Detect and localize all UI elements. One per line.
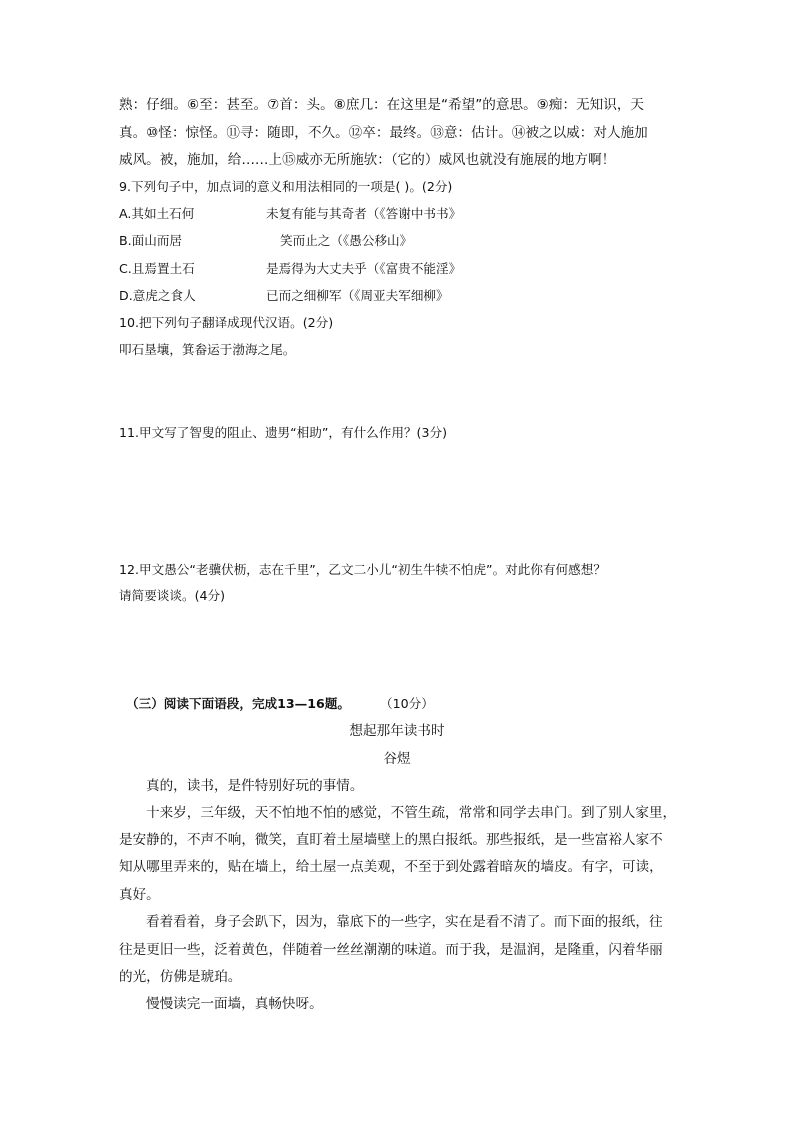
option-b-right: 笑而止之（《愚公移山》 (280, 233, 413, 248)
section-3-points: （10分） (380, 696, 434, 711)
question-9-stem: 9.下列句子中，加点词的意义和用法相同的一项是( )。(2分) (119, 179, 453, 194)
paragraph-3-line-3: 的光，仿佛是琥珀。 (119, 969, 242, 985)
paragraph-1: 真的，读书，是件特别好玩的事情。 (146, 778, 364, 794)
question-9-option-d (119, 287, 449, 305)
paragraph-2-line-2: 是安静的，不声不响，微笑，直盯着土屋墙壁上的黑白报纸。那些报纸，是一些富裕人家不 (119, 832, 663, 848)
article-title: 想起那年读书时 (349, 723, 445, 739)
article-author: 谷煜 (383, 751, 411, 767)
question-9-option-b (119, 232, 413, 250)
question-10-stem: 10.把下列句子翻译成现代汉语。(2分) (119, 315, 334, 330)
question-11-stem: 11.甲文写了智叟的阻止、遗男“相助”，有什么作用？(3分) (119, 425, 447, 440)
paragraph-2-line-3: 知从哪里弄来的，贴在墙上，给土屋一点美观，不至于到处露着暗灰的墙皮。有字，可读， (119, 859, 663, 875)
section-3-heading-text: （三）阅读下面语段，完成13—16题。 (126, 696, 350, 711)
question-12-line-1: 12.甲文愚公“老骥伏枥，志在千里”，乙文二小儿“初生牛犊不怕虎”。对此你有何感想？ (119, 562, 606, 577)
paragraph-2-line-1: 十来岁，三年级，天不怕地不怕的感觉，不管生疏，常常和同学去串门。到了别人家里， (146, 805, 677, 821)
notes-line-2: 真。⑩怪：惊怪。⑪寻：随即，不久。⑫卒：最终。⑬意：估计。⑭被之以威：对人施加 (119, 125, 648, 141)
option-c-left: C.且焉置土石 (119, 261, 195, 276)
option-c-right: 是焉得为大丈夫乎（《富贵不能淫》 (266, 261, 462, 276)
option-a-left: A.其如土石何 (119, 206, 195, 221)
paragraph-3-line-1: 看着看着，身子会趴下，因为，靠底下的一些字，实在是看不清了。而下面的报纸，往 (146, 914, 663, 930)
paragraph-3-line-2: 往是更旧一些，泛着黄色，伴随着一丝丝潮潮的味道。而于我，是温润，是隆重，闪着华丽 (119, 942, 663, 958)
option-a-right: 未复有能与其奇者（《答谢中书书》 (266, 206, 462, 221)
section-3-heading (126, 695, 434, 713)
paragraph-2-line-4: 真好。 (119, 887, 160, 903)
question-12-line-2: 请简要谈谈。(4分) (119, 588, 225, 603)
paragraph-4: 慢慢读完一面墙，真畅快呀。 (146, 996, 323, 1012)
option-d-left: D.意虎之食人 (119, 288, 196, 303)
question-10-sentence: 叩石垦壤，箕畚运于渤海之尾。 (119, 342, 296, 357)
option-b-left: B.面山而居 (119, 233, 183, 248)
notes-line-1: 熟：仔细。⑥至：甚至。⑦首：头。⑧庶几：在这里是“希望”的意思。⑨痴：无知识，天 (119, 97, 645, 113)
option-d-right: 已而之细柳军（《周亚夫军细柳》 (266, 288, 449, 303)
notes-line-3: 威风。被，施加，给……上⑮威亦无所施欤：（它的）威风也就没有施展的地方啊！ (119, 152, 616, 168)
question-9-option-a (119, 205, 462, 223)
question-9-option-c (119, 260, 462, 278)
